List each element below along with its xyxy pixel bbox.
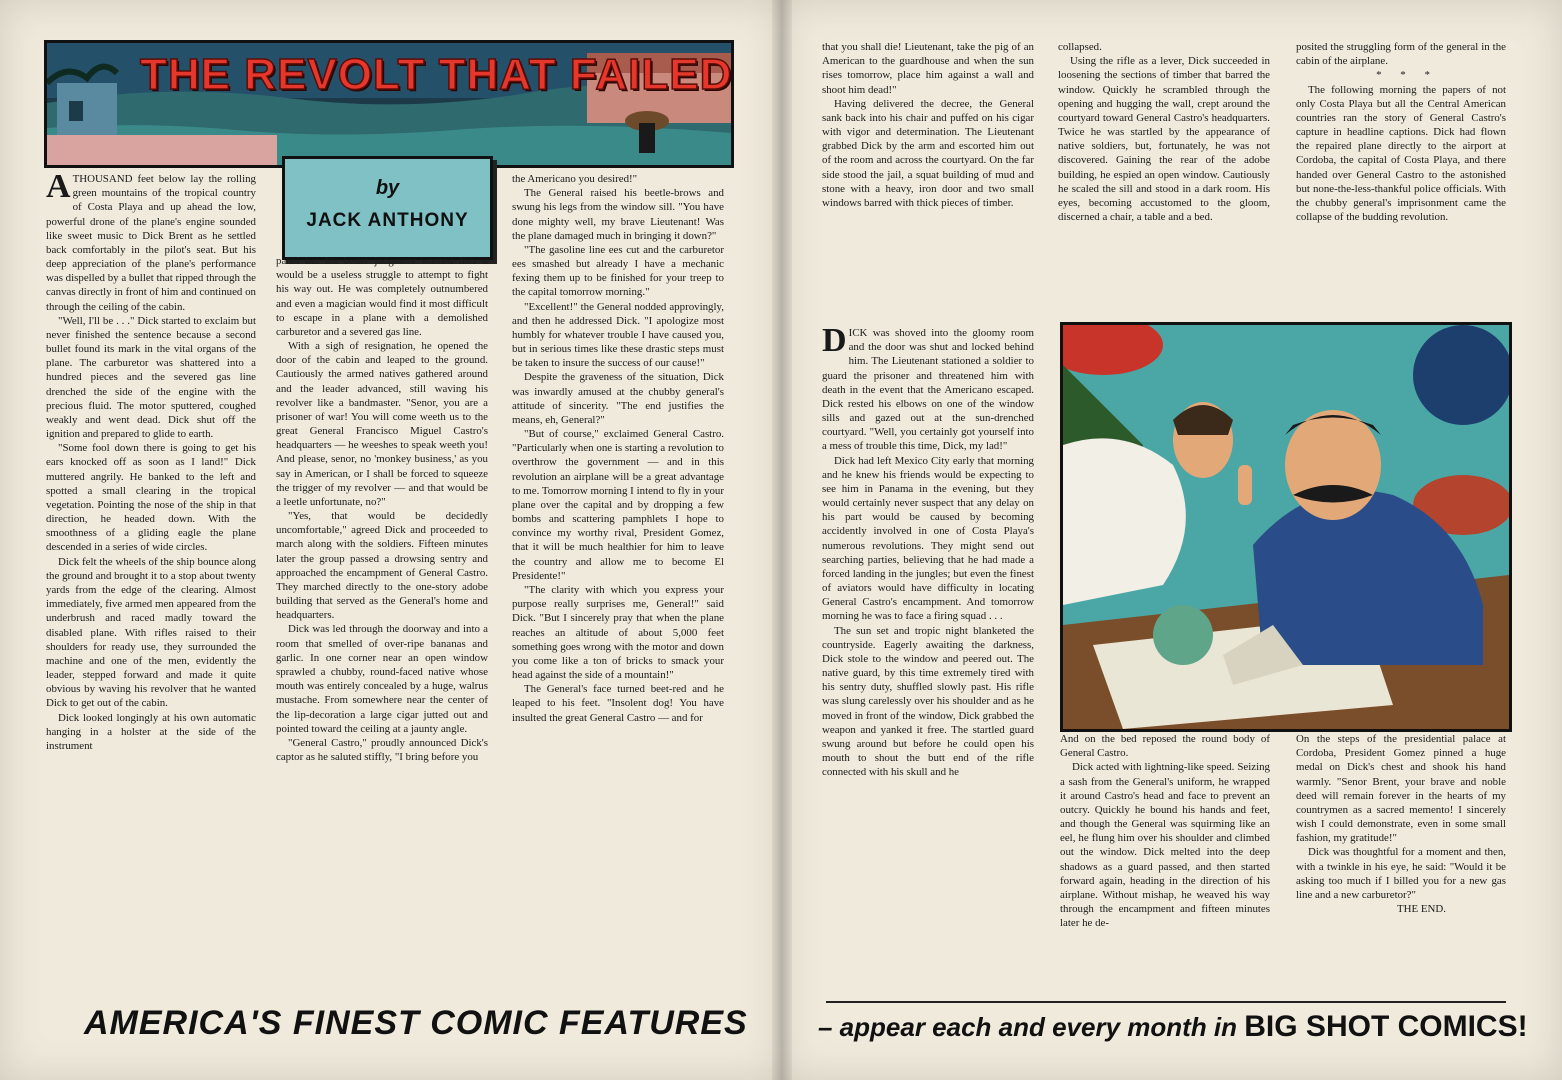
paragraph: the Americano you desired!"	[512, 173, 638, 185]
paragraph: ATHOUSAND feet below lay the rolling green mountains of the tropical country of Costa Playa and up ahead the low, powerful drone of the plane's engine sounded like sweet music to Dick Brent as he settled back comfortably in the pilot's seat. But his deep appreciation of the plane's performance was dispelled by a bullet that ripped through the canvas directly in front of him and continued on through the ceiling of the cabin.	[46, 172, 256, 313]
paragraph: DICK was shoved into the gloomy room and the door was shut and locked behind him. The Lieutenant stationed a soldier to guard the prisoner and threatened him with death in the event that the Americano escaped. Dick rested his elbows on one of the window sills and gazed out at the sun-drenched courtyard. "Well, you certainly got yourself into a mess of trouble this time, Dick, my lad!"	[822, 326, 1034, 453]
paragraph: And on the bed reposed the round body of General Castro.	[1060, 733, 1270, 760]
byline-box	[282, 156, 493, 260]
section-break-stars: * * *	[1376, 69, 1438, 82]
text-column-2	[276, 254, 488, 994]
paragraph: Using the rifle as a lever, Dick succeeded in loosening the sections of timber that barred the window. Quickly he scrambled through the opening and hugging the wall, crept around the courtyard toward General Castro's headquarters. Twice he was startled by the appearance of native soldiers, but, fortunately, he was not discovered. Gaining the rear of the adobe building, he espied an open window. Cautiously he scaled the sill and stood in a dark room. His eyes, becoming accustomed to the gloom, discerned a chair, a table and a bed.	[1058, 55, 1270, 224]
footer-right-text: – appear each and every month in	[818, 1012, 1245, 1042]
paragraph: "The gasoline line ees cut and the carburetor ees smashed but already I have a mechanic fexing them up to be finished for your treep to the capital tomorrow morning."	[512, 243, 724, 299]
text-column-4-bottom	[822, 326, 1034, 996]
paragraph: Dick was led through the doorway and into a room that smelled of over-ripe bananas and garlic. In one corner near an open window sprawled a chubby, round-faced native whose mouth was entirely concealed by a huge, walrus mustache. From somewhere near the center of the lip-decoration a large cigar jutted out and pointed toward the ceiling at a jaunty angle.	[276, 623, 488, 735]
story-title: THE REVOLT THAT FAILED	[140, 50, 733, 99]
paragraph: Despite the graveness of the situation, Dick was inwardly amused at the chubby general's attitude of sincerity. "The end justifies the means, eh, General?"	[512, 371, 724, 426]
paragraph: The General's face turned beet-red and he leaped to his feet. "Insolent dog! You have insulted the great General Castro — and for	[512, 683, 724, 724]
paragraph: Dick had left Mexico City early that morning and he knew his friends would be expecting to see him in Panama in the evening, but they would certainly never suspect that any delay on his part would be caused by becoming accidently involved in one of Costa Playa's numerous revolutions. They might send out searching parties, believing that he had made a forced landing in the jungles; but even the finest of aviators would have difficulty in locating General Castro's encampment. And tomorrow morning he was to face a firing squad . . .	[822, 454, 1034, 623]
paragraph: With a sigh of resignation, he opened the door of the cabin and leaped to the ground. Cautiously the armed natives gathered around and the leader advanced, still waving his revolver like a bandmaster. "Senor, you are a prisoner of war! You will come weeth us to the great General Francisco Miguel Castro's headquarters — he weeshes to speak weeth you! And please, senor, no 'monkey business,' as you say in American, or I shall be forced to squeeze the trigger of my revolver — and that would be a leetle unfortunate, no?"	[276, 340, 488, 508]
paragraph: Having delivered the decree, the General sank back into his chair and puffed on his cigar with vigor and determination. The Lieutenant grabbed Dick by the arm and escorted him out of the room and across the courtyard. On the far side stood the jail, a squat building of mud and stone with a heavy, iron door and two small windows barred with thick pieces of timber.	[822, 97, 1034, 209]
paragraph: "Yes, that would be decidedly uncomfortable," agreed Dick and proceeded to march along with the soldiers. Fifteen minutes later the group passed a drowsing sentry and approached the encampment of General Castro. They marched directly to the one-story adobe building that served as the General's home and headquarters.	[276, 510, 488, 622]
text-column-5-bottom	[1060, 732, 1270, 996]
text-column-1	[46, 172, 256, 994]
byline-label: by	[375, 177, 400, 199]
footer-brand: BIG SHOT COMICS!	[1244, 1010, 1528, 1043]
paragraph: Dick acted with lightning-like speed. Seizing a sash from the General's uniform, he wrapped it around Castro's head and face to prevent an outcry. Quickly he bound his hands and feet, and though the General was squirming like an eel, he flung him over his shoulder and climbed out the window. Dick melted into the deep shadows as a guard passed, and then started forward again, heading in the direction of his airplane. Without mishap, he weaved his way through the encampment and fifteen minutes later he de-	[1060, 761, 1270, 930]
paragraph: The following morning the papers of not only Costa Playa but all the Central American countries ran the story of General Castro's capture in headline captions. Dick had flown the repaired plane directly to the airport at Cordoba, the capital of Costa Playa, and there handed over General Castro to the astonished but none-the-less-thankful police officials. With the chubby general's imprisonment came the collapse of the budding revolution.	[1296, 83, 1506, 224]
author-name: JACK ANTHONY	[306, 210, 469, 231]
drop-cap: D	[822, 326, 847, 359]
paragraph: "Well, I'll be . . ." Dick started to exclaim but never finished the sentence because a second bullet found its mark in the vital organs of the plane. The carburetor was shattered into a hundred pieces and the severed gas line drenched the side of the engine with the precious fluid. The motor sputtered, coughed weakly and went dead. Dick shut off the ignition and prepared to glide to earth.	[46, 314, 256, 441]
paragraph: posited the struggling form of the general in the cabin of the airplane.	[1296, 41, 1506, 68]
the-end-label: THE END.	[1397, 903, 1446, 916]
paragraph: Dick was thoughtful for a moment and then, with a twinkle in his eye, he said: "Would it be asking too much if I billed you for a new gas line and a new carburetor?"	[1296, 846, 1506, 901]
paragraph: "The clarity with which you express your purpose really surprises me, General!" said Dick. "But I sincerely pray that when the plane reaches an altitude of about 5,000 feet something goes wrong with the motor and down you come like a ton of bricks to smack your head against the side of a mountain!"	[512, 583, 724, 682]
paragraph: Dick looked longingly at his own automatic hanging in a holster at the side of the instrument	[46, 711, 256, 752]
paragraph: collapsed.	[1058, 41, 1102, 53]
text-column-6-top	[1296, 40, 1506, 312]
text-column-3	[512, 172, 724, 994]
text-column-4-top	[822, 40, 1034, 292]
paragraph: The General raised his beetle-brows and swung his legs from the window sill. "You have done mighty well, my brave Lieutenant! Was the plane damaged much in bringing it down?"	[512, 187, 724, 242]
footer-right-slogan	[818, 1010, 1528, 1044]
paragraph: "Excellent!" the General nodded approvingly, and then he addressed Dick. "I apologize most humbly for whatever trouble I have caused you, but in serious times like these drastic steps must be taken to insure the success of our cause!"	[512, 300, 724, 370]
footer-left-slogan: AMERICA'S FINEST COMIC FEATURES	[84, 1004, 748, 1042]
footer-rule	[826, 1001, 1506, 1003]
text-column-5-top	[1058, 40, 1270, 312]
page-spine	[772, 0, 792, 1080]
paragraph: "Some fool down there is going to get his ears knocked off as soon as I land!" Dick muttered angrily. He banked to the left and spotted a small clearing in the tropical vegetation. Pointing the nose of the ship in that direction, he headed down. With the smoothness of a gliding eagle the plane descended in a series of wide circles.	[46, 442, 256, 554]
paragraph: that you shall die! Lieutenant, take the pig of an American to the guardhouse and when the sun rises tomorrow, place him against a wall and shoot him dead!"	[822, 41, 1034, 96]
paragraph: Dick felt the wheels of the ship bounce along the ground and brought it to a stop about twenty yards from the edge of the clearing. Almost immediately, five armed men appeared from the underbrush and raced madly toward the disabled plane. With rifles raised to their shoulders for ready use, they surrounded the machine and one of the men, evidently the leader, stepped forward and made it quite obvious by waving his revolver that he wanted Dick to get out of the cabin.	[46, 555, 256, 710]
paragraph: "General Castro," proudly announced Dick's captor as he saluted stiffly, "I bring before you	[276, 736, 488, 764]
paragraph: The sun set and tropic night blanketed the countryside. Eagerly awaiting the darkness, Dick stole to the window and peered out. The native guard, by this time extremely tired with his sentry duty, shuffled slowly past. His rifle was slung carelessly over his shoulder and as he moved in front of the window, Dick grabbed the weapon and yanked it free. The startled guard swung around but before he could open his mouth to shout the butt end of the rifle connected with his skull and he	[822, 624, 1034, 779]
paragraph: "But of course," exclaimed General Castro. "Particularly when one is starting a revolution to overthrow the government — and in this revolution an airplane will be a great advantage to me. Tomorrow morning I intend to fly in your plane over the capital and by dropping a few bombs and scattering pamphlets I hope to convince my worthy rival, President Gomez, that it will be much healthier for him to leave the country and allow me to become El Presidente!"	[512, 428, 724, 582]
drop-cap: A	[46, 172, 71, 205]
paragraph: panel but his better judgment warned him it would be a useless struggle to attempt to fight his way out. He was completely outnumbered and even a magician would find it most difficult to escape in a plane with a demolished carburetor and a severed gas line.	[276, 255, 488, 338]
story-illustration	[1060, 322, 1512, 732]
paragraph: On the steps of the presidential palace at Cordoba, President Gomez pinned a huge medal on Dick's chest and shook his hand warmly. "Senor Brent, your brave and noble deed will remain forever in the hearts of my countrymen as a sacred memento! I sincerely wish I could demonstrate, even in some small fashion, my gratitude!"	[1296, 733, 1506, 845]
text-column-6-bottom	[1296, 732, 1506, 996]
